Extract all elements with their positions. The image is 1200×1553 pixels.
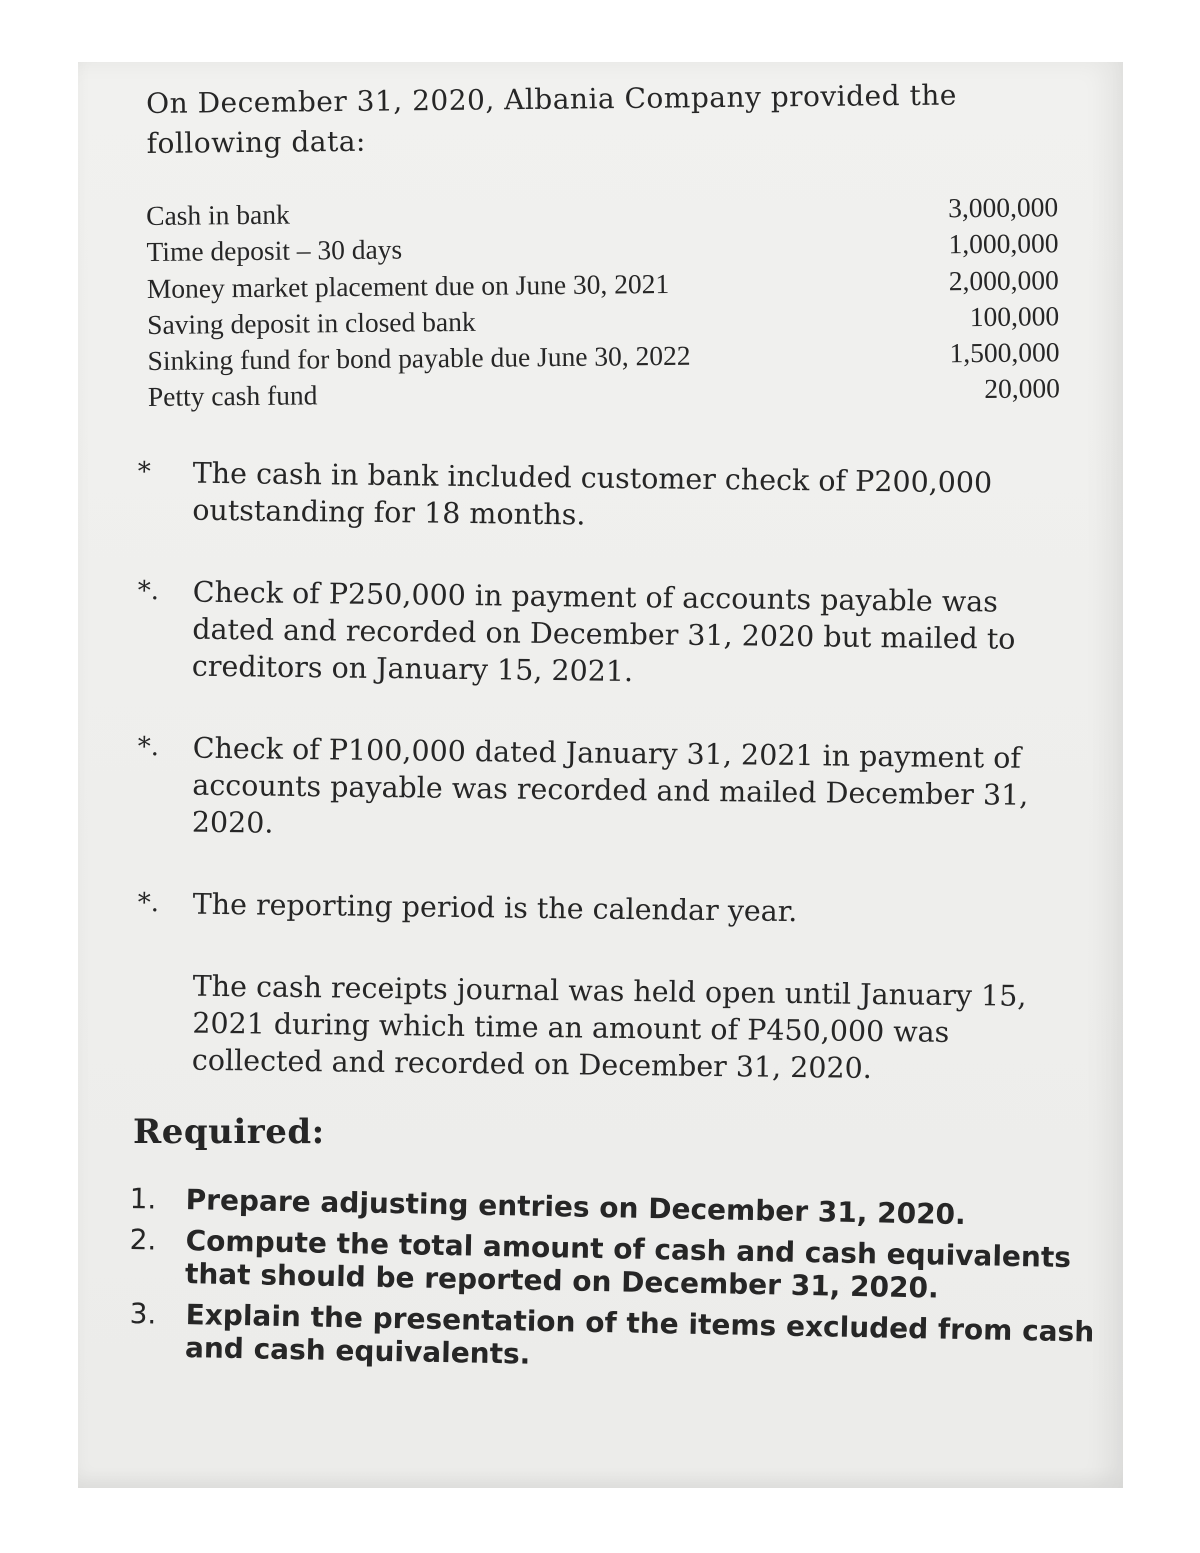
bullet-marker: * bbox=[137, 456, 151, 488]
row-label: Saving deposit in closed bank bbox=[147, 305, 476, 340]
row-amount: 1,000,000 bbox=[948, 227, 1059, 260]
required-item bbox=[129, 1297, 1120, 1382]
bullet-marker: *. bbox=[137, 575, 160, 607]
row-amount: 1,500,000 bbox=[949, 336, 1060, 369]
row-label: Time deposit – 30 days bbox=[146, 233, 403, 268]
note-item bbox=[138, 885, 1088, 934]
note-text: The cash receipts journal was held open until January 15, 2021 during which time an amount of P450,000 was collected and recorded on December 31, 2020. bbox=[191, 969, 1027, 1085]
notes-list bbox=[138, 454, 1088, 1123]
page-content bbox=[78, 62, 1123, 1488]
row-label: Money market placement due on June 30, 2021 bbox=[146, 267, 670, 304]
row-amount: 2,000,000 bbox=[948, 263, 1059, 296]
row-amount: 20,000 bbox=[984, 372, 1061, 405]
bullet-marker: *. bbox=[137, 887, 160, 919]
note-item bbox=[137, 573, 1088, 696]
required-heading: Required: bbox=[133, 1112, 325, 1152]
note-item bbox=[137, 967, 1088, 1090]
item-number: 2. bbox=[129, 1223, 157, 1257]
item-text: Prepare adjusting entries on December 31, 2020. bbox=[185, 1183, 967, 1232]
table-row bbox=[148, 371, 1060, 416]
row-label: Petty cash fund bbox=[147, 379, 318, 413]
intro-paragraph bbox=[146, 74, 1077, 164]
item-text: Explain the presentation of the items excluded from cash and cash equivalents. bbox=[184, 1298, 1095, 1371]
required-list bbox=[130, 1182, 1120, 1371]
note-text: Check of P250,000 in payment of accounts payable was dated and recorded on December 31, 2020 but mailed to creditors on January 15, 2021. bbox=[191, 575, 1016, 689]
note-text: Check of P100,000 dated January 31, 2021 in payment of accounts payable was recorded and mailed December 31, 2020. bbox=[191, 731, 1029, 840]
item-number: 3. bbox=[129, 1297, 157, 1331]
item-text: Compute the total amount of cash and cash equivalents that should be reported on December 31, 2020. bbox=[184, 1224, 1072, 1305]
row-amount: 100,000 bbox=[969, 300, 1060, 332]
intro-line-2: following data: bbox=[146, 124, 367, 160]
scanned-page bbox=[78, 62, 1123, 1488]
row-amount: 3,000,000 bbox=[947, 191, 1059, 224]
intro-line-1: On December 31, 2020, Albania Company provided the bbox=[146, 78, 958, 120]
note-text: The reporting period is the calendar year. bbox=[192, 887, 798, 929]
data-table bbox=[146, 189, 1060, 416]
bullet-marker: *. bbox=[137, 731, 160, 763]
item-number: 1. bbox=[129, 1182, 157, 1216]
row-label: Sinking fund for bond payable due June 30, 2022 bbox=[147, 339, 691, 377]
note-text: The cash in bank included customer check of P200,000 outstanding for 18 months. bbox=[192, 456, 993, 532]
row-label: Cash in bank bbox=[146, 198, 290, 231]
note-item bbox=[137, 454, 1088, 540]
note-item bbox=[137, 729, 1088, 852]
required-item bbox=[129, 1223, 1120, 1308]
